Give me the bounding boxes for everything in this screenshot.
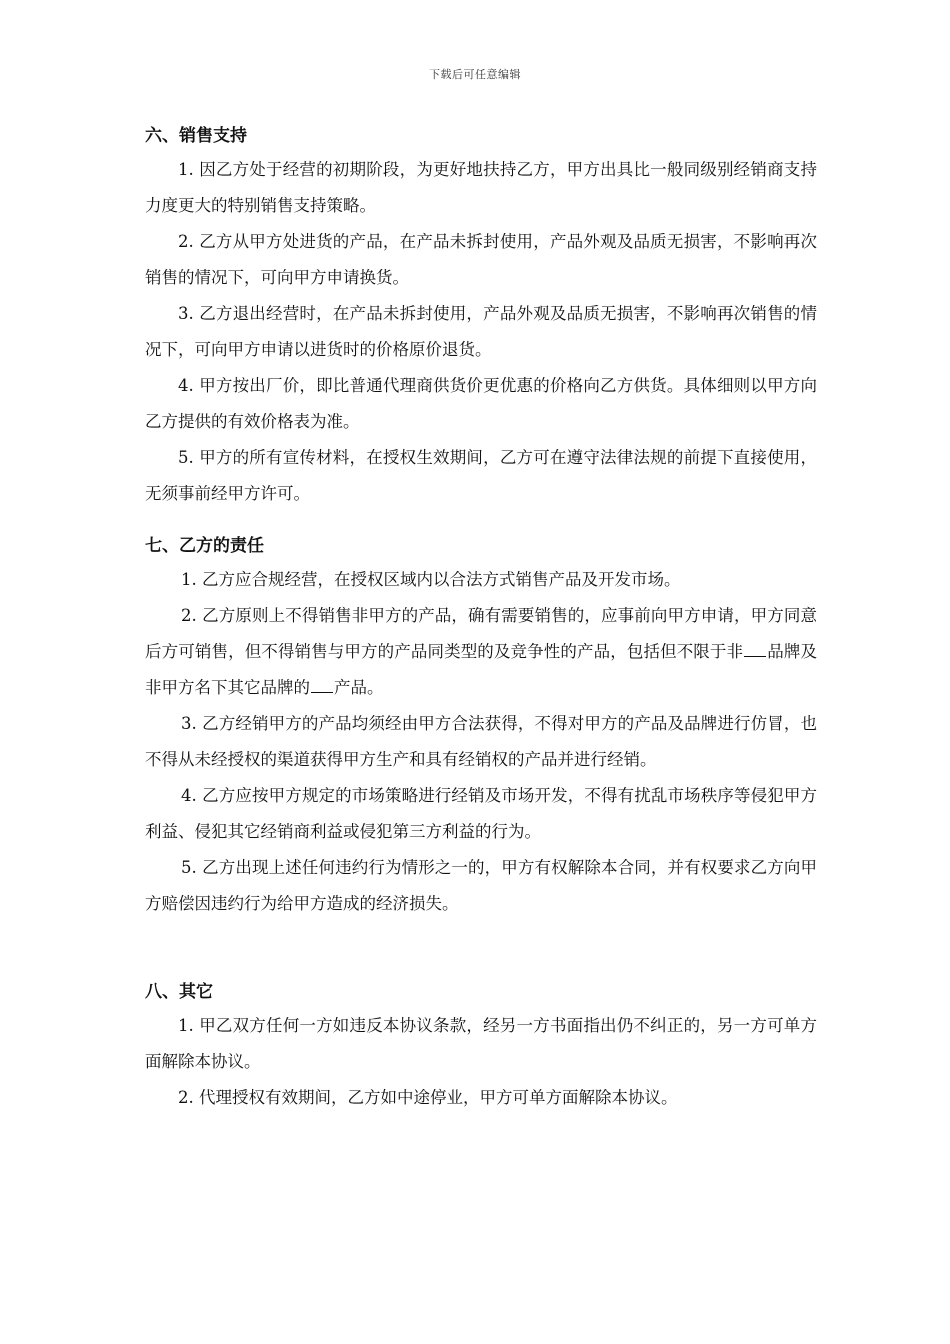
clause-paragraph: 3. 乙方经销甲方的产品均须经由甲方合法获得，不得对甲方的产品及品牌进行仿冒，也不得从未经授权的渠道获得甲方生产和具有经销权的产品并进行经销。 <box>145 714 817 769</box>
section-title: 七、乙方的责任 <box>145 536 264 556</box>
clause-text: 2. 乙方原则上不得销售非甲方的产品，确有需要销售的，应事前向甲方申请，甲方同意后方可销售，但不得销售与甲方的产品同类型的及竞争性的产品，包括但不限于非 <box>145 606 817 661</box>
section-sales-support <box>145 124 817 512</box>
clause-paragraph: 5. 乙方出现上述任何违约行为情形之一的，甲方有权解除本合同，并有权要求乙方向甲方赔偿因违约行为给甲方造成的经济损失。 <box>145 858 817 913</box>
clause-paragraph: 1. 乙方应合规经营，在授权区域内以合法方式销售产品及开发市场。 <box>181 570 681 589</box>
clause-text: 品牌及非甲方名下其它品牌的 <box>145 642 818 697</box>
clause-paragraph: 1. 甲乙双方任何一方如违反本协议条款，经另一方书面指出仍不纠正的，另一方可单方面解除本协议。 <box>145 1016 817 1071</box>
clause-paragraph: 3. 乙方退出经营时，在产品未拆封使用，产品外观及品质无损害，不影响再次销售的情况下，可向甲方申请以进货时的价格原价退货。 <box>145 304 817 359</box>
page-header-note: 下载后可任意编辑 <box>429 68 521 81</box>
clause-paragraph: 4. 甲方按出厂价，即比普通代理商供货价更优惠的价格向乙方供货。具体细则以甲方向乙方提供的有效价格表为准。 <box>145 376 817 431</box>
section-title: 六、销售支持 <box>145 126 247 146</box>
section-party-b-duties <box>145 534 817 922</box>
clause-paragraph: 2. 乙方从甲方处进货的产品，在产品未拆封使用，产品外观及品质无损害，不影响再次销售的情况下，可向甲方申请换货。 <box>145 232 817 287</box>
section-other <box>145 980 817 1116</box>
fill-in-blank <box>311 678 333 693</box>
clause-paragraph: 2. 代理授权有效期间，乙方如中途停业，甲方可单方面解除本协议。 <box>178 1088 678 1107</box>
clause-paragraph-with-blanks <box>145 598 817 706</box>
clause-paragraph: 1. 因乙方处于经营的初期阶段，为更好地扶持乙方，甲方出具比一般同级别经销商支持力度更大的特别销售支持策略。 <box>145 160 817 215</box>
section-title: 八、其它 <box>145 982 213 1002</box>
document-body <box>145 124 817 1116</box>
clause-paragraph: 4. 乙方应按甲方规定的市场策略进行经销及市场开发，不得有扰乱市场秩序等侵犯甲方利益、侵犯其它经销商利益或侵犯第三方利益的行为。 <box>145 786 817 841</box>
fill-in-blank <box>744 642 766 657</box>
clause-paragraph: 5. 甲方的所有宣传材料，在授权生效期间，乙方可在遵守法律法规的前提下直接使用，无须事前经甲方许可。 <box>145 448 817 503</box>
clause-text: 产品。 <box>334 678 384 697</box>
